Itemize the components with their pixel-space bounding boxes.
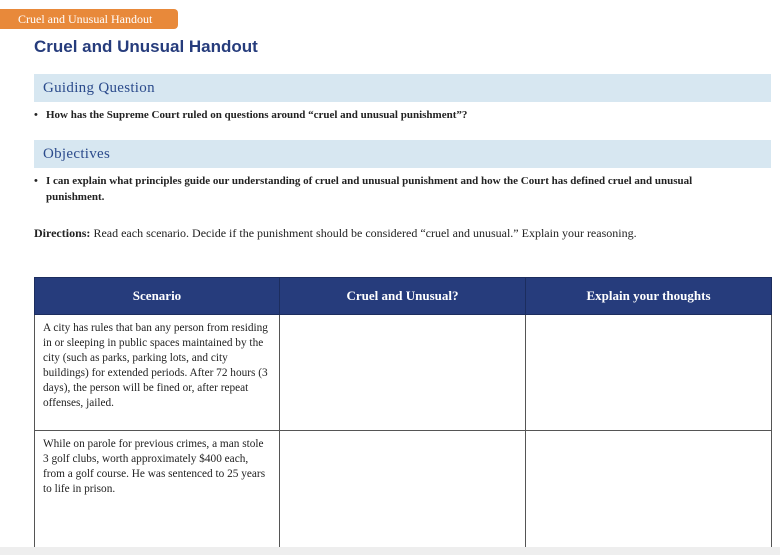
objectives-bullet xyxy=(34,173,754,205)
table-row xyxy=(35,431,772,548)
cruel-answer-cell[interactable] xyxy=(280,431,526,548)
handout-tab: Cruel and Unusual Handout xyxy=(0,9,178,29)
bullet-dot: • xyxy=(34,109,38,121)
guiding-question-bullet xyxy=(34,107,754,123)
guiding-question-text: How has the Supreme Court ruled on questions around “cruel and unusual punishment”? xyxy=(46,109,468,121)
table-header-row xyxy=(35,278,772,315)
page-bottom-edge xyxy=(0,547,780,555)
column-header-cruel-and-unusual: Cruel and Unusual? xyxy=(280,278,526,315)
guiding-question-heading: Guiding Question xyxy=(34,74,771,102)
directions-text: Read each scenario. Decide if the punishment should be considered “cruel and unusual.” Explain your reasoning. xyxy=(93,226,637,240)
thoughts-answer-cell[interactable] xyxy=(526,315,772,431)
page-title: Cruel and Unusual Handout xyxy=(34,37,258,56)
column-header-scenario: Scenario xyxy=(35,278,280,315)
objectives-text: I can explain what principles guide our understanding of cruel and unusual punishment and how the Court has defined cruel and unusual punishment. xyxy=(46,175,693,203)
thoughts-answer-cell[interactable] xyxy=(526,431,772,548)
cruel-answer-cell[interactable] xyxy=(280,315,526,431)
scenario-cell: While on parole for previous crimes, a man stole 3 golf clubs, worth approximately $400 each, from a golf course. He was sentenced to 25 years to life in prison. xyxy=(35,431,280,548)
scenario-cell: A city has rules that ban any person from residing in or sleeping in public spaces maintained by the city (such as parks, parking lots, and city buildings) for extended periods. After 72 hours (3 days), the person will be fined or, after repeat offenses, jailed. xyxy=(35,315,280,431)
column-header-explain: Explain your thoughts xyxy=(526,278,772,315)
objectives-heading: Objectives xyxy=(34,140,771,168)
table-row xyxy=(35,315,772,431)
scenario-table xyxy=(34,277,772,548)
bullet-dot: • xyxy=(34,175,38,187)
directions xyxy=(34,226,637,241)
directions-label: Directions: xyxy=(34,226,91,240)
